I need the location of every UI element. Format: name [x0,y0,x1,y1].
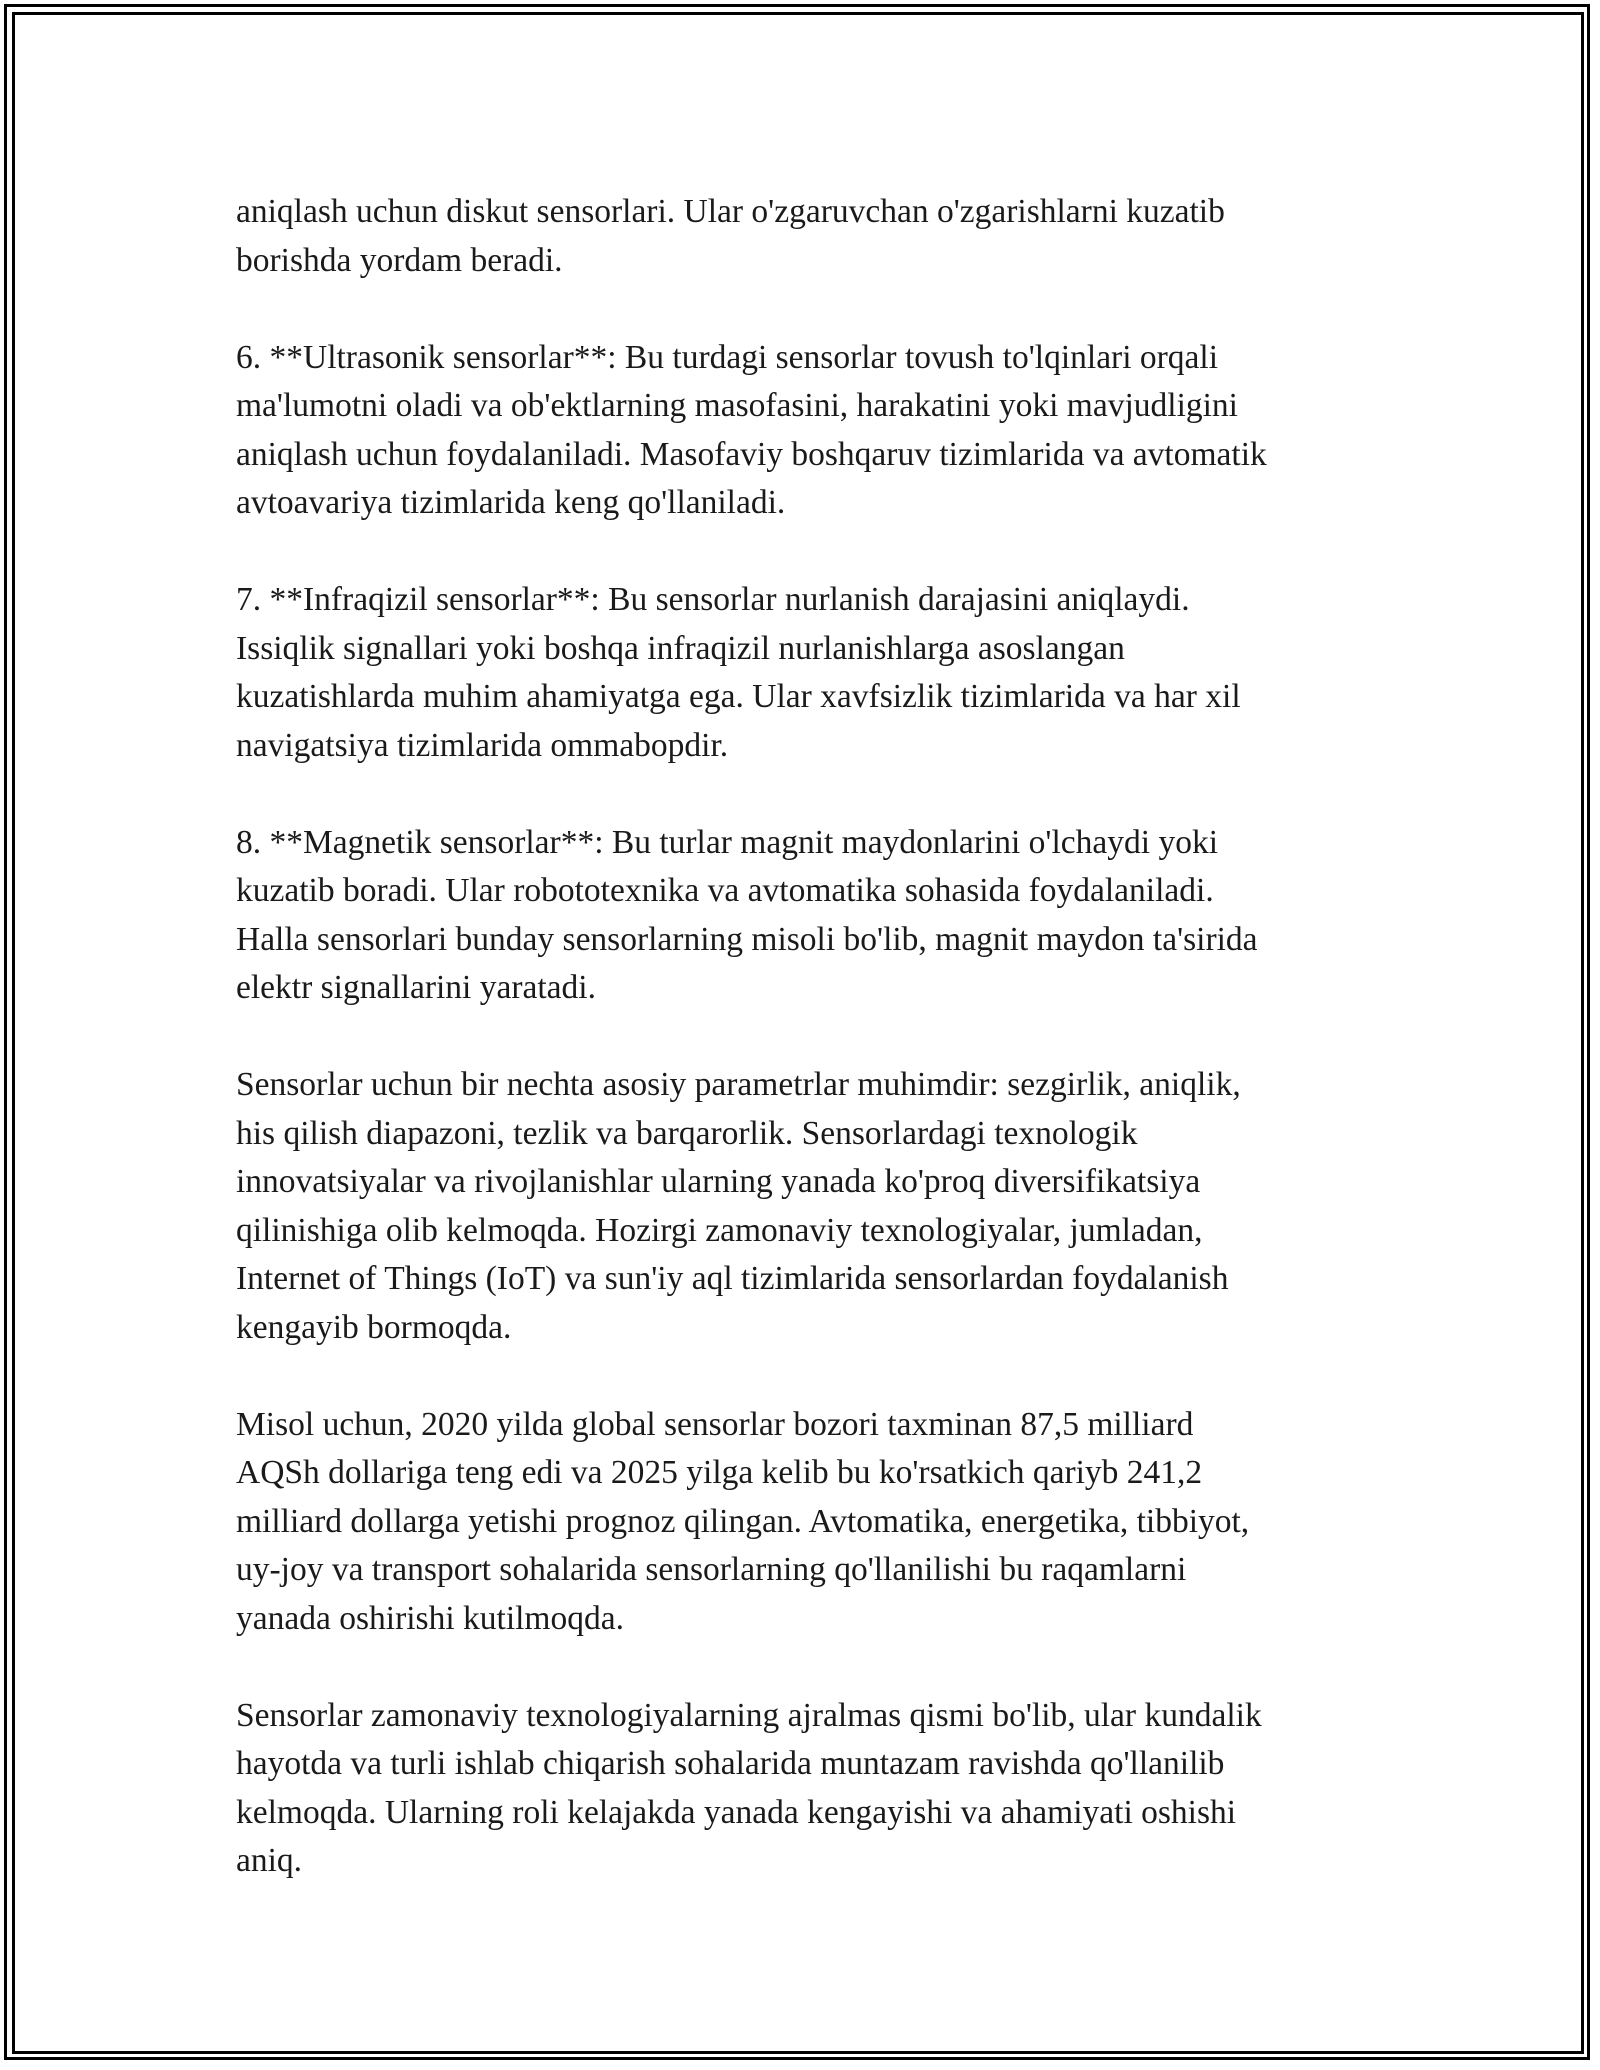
document-body [236,188,1406,1934]
paragraph-continuation: aniqlash uchun diskut sensorlari. Ular o'zgaruvchan o'zgarishlarni kuzatib borishda yordam beradi. [236,193,1225,279]
paragraph-ultrasonic-sensors: 6. **Ultrasonik sensorlar**: Bu turdagi sensorlar tovush to'lqinlari orqali ma'lumotni oladi va ob'ektlarning masofasini, harakatini yoki mavjudligini aniqlash uchun foydalaniladi. Masofaviy boshqaruv tizimlarida va avtomatik avtoavariya tizimlarida keng qo'llaniladi. [236,338,1267,521]
paragraph-infrared-sensors: 7. **Infraqizil sensorlar**: Bu sensorlar nurlanish darajasini aniqlaydi. Issiqlik signallari yoki boshqa infraqizil nurlanishlarga asoslangan kuzatishlarda muhim ahamiyatga ega. Ular xavfsizlik tizimlarida va har xil navigatsiya tizimlarida ommabopdir. [236,581,1241,764]
paragraph-market-example: Misol uchun, 2020 yilda global sensorlar bozori taxminan 87,5 milliard AQSh dollariga teng edi va 2025 yilga kelib bu ko'rsatkich qariyb 241,2 milliard dollarga yetishi prognoz qilingan. Avtomatika, energetika, tibbiyot, uy-joy va transport sohalarida sensorlarning qo'llanilishi bu raqamlarni yanada oshirishi kutilmoqda. [236,1405,1250,1637]
paragraph-magnetic-sensors: 8. **Magnetik sensorlar**: Bu turlar magnit maydonlarini o'lchaydi yoki kuzatib boradi. Ular robototexnika va avtomatika sohasida foydalaniladi. Halla sensorlari bunday sensorlarning misoli bo'lib, magnit maydon ta'sirida elektr signallarini yaratadi. [236,823,1258,1006]
paragraph-conclusion: Sensorlar zamonaviy texnologiyalarning ajralmas qismi bo'lib, ular kundalik hayotda va turli ishlab chiqarish sohalarida muntazam ravishda qo'llanilib kelmoqda. Ularning roli kelajakda yanada kengayishi va ahamiyati oshishi aniq. [236,1696,1262,1879]
paragraph-sensor-parameters: Sensorlar uchun bir nechta asosiy parametrlar muhimdir: sezgirlik, aniqlik, his qilish diapazoni, tezlik va barqarorlik. Sensorlardagi texnologik innovatsiyalar va rivojlanishlar ularning yanada ko'proq diversifikatsiya qilinishiga olib kelmoqda. Hozirgi zamonaviy texnologiyalar, jumladan, Internet of Things (IoT) va sun'iy aql tizimlarida sensorlardan foydalanish kengayib bormoqda. [236,1066,1241,1346]
